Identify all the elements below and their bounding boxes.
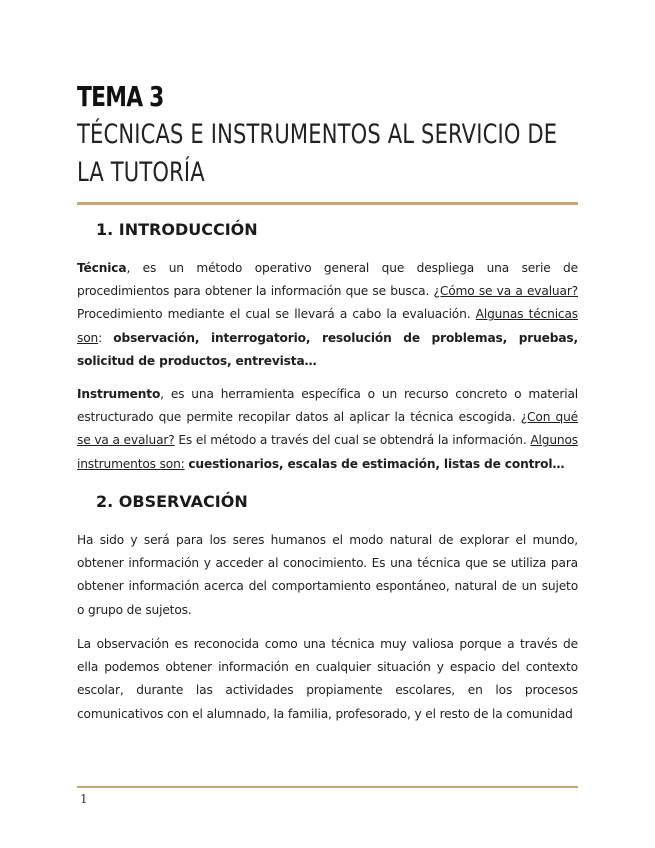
title-divider xyxy=(77,202,578,205)
tema-label: TEMA 3 xyxy=(77,80,164,113)
term-tecnica: Técnica xyxy=(77,261,127,275)
footer-divider xyxy=(77,786,578,788)
section-heading-introduccion: 1. INTRODUCCIÓN xyxy=(96,220,258,239)
paragraph-observacion-1: Ha sido y será para los seres humanos el modo natural de explorar el mundo, obtener información y acceder al conocimiento. Es una técnica que se utiliza para obtener información acerca del comportamiento espontáneo, natural de un sujeto o grupo de sujetos. xyxy=(77,533,578,617)
paragraph-observacion-2: La observación es reconocida como una técnica muy valiosa porque a través de ella podemos obtener información en cualquier situación y espacio del contexto escolar, durante las actividades propiamente escolares, en los procesos comunicativos con el alumnado, la familia, profesorado, y el resto de la comunidad xyxy=(77,637,578,721)
section-heading-observacion: 2. OBSERVACIÓN xyxy=(96,492,248,511)
instruments-list: cuestionarios, escalas de estimación, listas de control… xyxy=(188,456,565,471)
term-instrumento: Instrumento xyxy=(77,387,161,401)
paragraph-instrumento: Instrumento, es una herramienta específica o un recurso concreto o material estructurado que permite recopilar datos al aplicar la técnica escogida. ¿Con qué se va a evaluar? Es el método a través del cual se obtendrá la información. Algunos instrumentos son: cuestionarios, escalas de estimación, listas de control… xyxy=(77,387,578,471)
document-title: TÉCNICAS E INSTRUMENTOS AL SERVICIO DE LA TUTORÍA xyxy=(77,119,558,188)
techniques-list: observación, interrogatorio, resolución de problemas, pruebas, solicitud de productos, entrevista… xyxy=(77,330,579,368)
page-number: 1 xyxy=(80,792,88,806)
paragraph-tecnica: Técnica, es un método operativo general que despliega una serie de procedimientos para obtener la información que se busca. ¿Cómo se va a evaluar? Procedimiento mediante el cual se llevará a cabo la evaluación. Algunas técnicas son: observación, interrogatorio, resolución de problemas, pruebas, solicitud de productos, entrevista… xyxy=(77,261,579,368)
